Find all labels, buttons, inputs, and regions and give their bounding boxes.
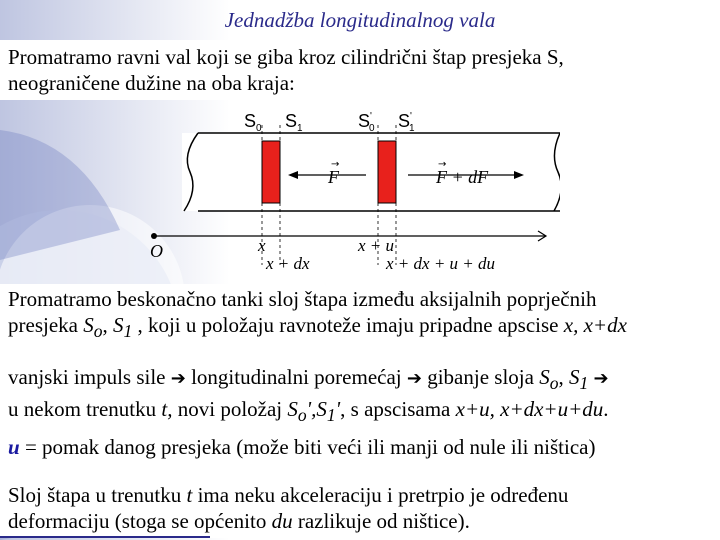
paragraph-displacement-definition: u = pomak danog presjeka (može biti veći ili manji od nule ili ništica) (8, 435, 596, 459)
rod-diagram (140, 105, 560, 275)
slab-s0p-s1p (378, 141, 396, 203)
tick-x-dx-u-du: x + dx + u + du (386, 254, 496, 273)
force-right-label: F + dF (436, 167, 489, 187)
origin-label: O (150, 241, 163, 261)
tick-x: x (258, 236, 266, 255)
arrow-right-icon: ➔ (593, 368, 609, 389)
svg-text:→: → (331, 159, 340, 170)
svg-text:→: → (438, 159, 447, 170)
arrow-right-icon: ➔ (406, 368, 422, 389)
displacement-symbol: u (8, 435, 20, 459)
tick-x-plus-u: x + u (358, 236, 395, 255)
tick-x-plus-dx: x + dx (266, 254, 310, 273)
label-s0-prime: S' 0 (358, 111, 375, 134)
label-s0: $S_0$ (244, 111, 262, 134)
paragraph-layer-description: Promatramo beskonačno tanki sloj štapa između aksijalnih poprječnih presjeka $S_o$, $S_1$ , koji u položaju ravnoteže imaju pripadne apscise x, x+dx (8, 287, 627, 342)
arrow-right-icon: ➔ (170, 368, 186, 389)
force-left-label: F (328, 167, 339, 187)
intro-paragraph: Promatramo ravni val koji se giba kroz cilindrični štap presjeka S, neograničene dužine na oba kraja: (8, 45, 564, 95)
page-title: Jednadžba longitudinalnog vala (224, 8, 496, 32)
slab-s0-s1 (262, 141, 280, 203)
paragraph-acceleration: Sloj štapa u trenutku t ima neku akceleraciju i pretrpio je određenu deformaciju (stoga se općenito du razlikuje od ništice). (8, 483, 569, 533)
paragraph-impulse-chain: vanjski impuls sile ➔ longitudinalni poremećaj ➔ gibanje sloja $S_o$, $S_1$ ➔ u nekom trenutku t, novi položaj $S_o',S_1'$, s apscisama x+u, x+dx+u+du. (8, 365, 609, 426)
label-s1-prime: S' 1 (398, 111, 415, 134)
label-s1: $S_1$ (285, 111, 303, 134)
footer-rule (0, 536, 210, 538)
